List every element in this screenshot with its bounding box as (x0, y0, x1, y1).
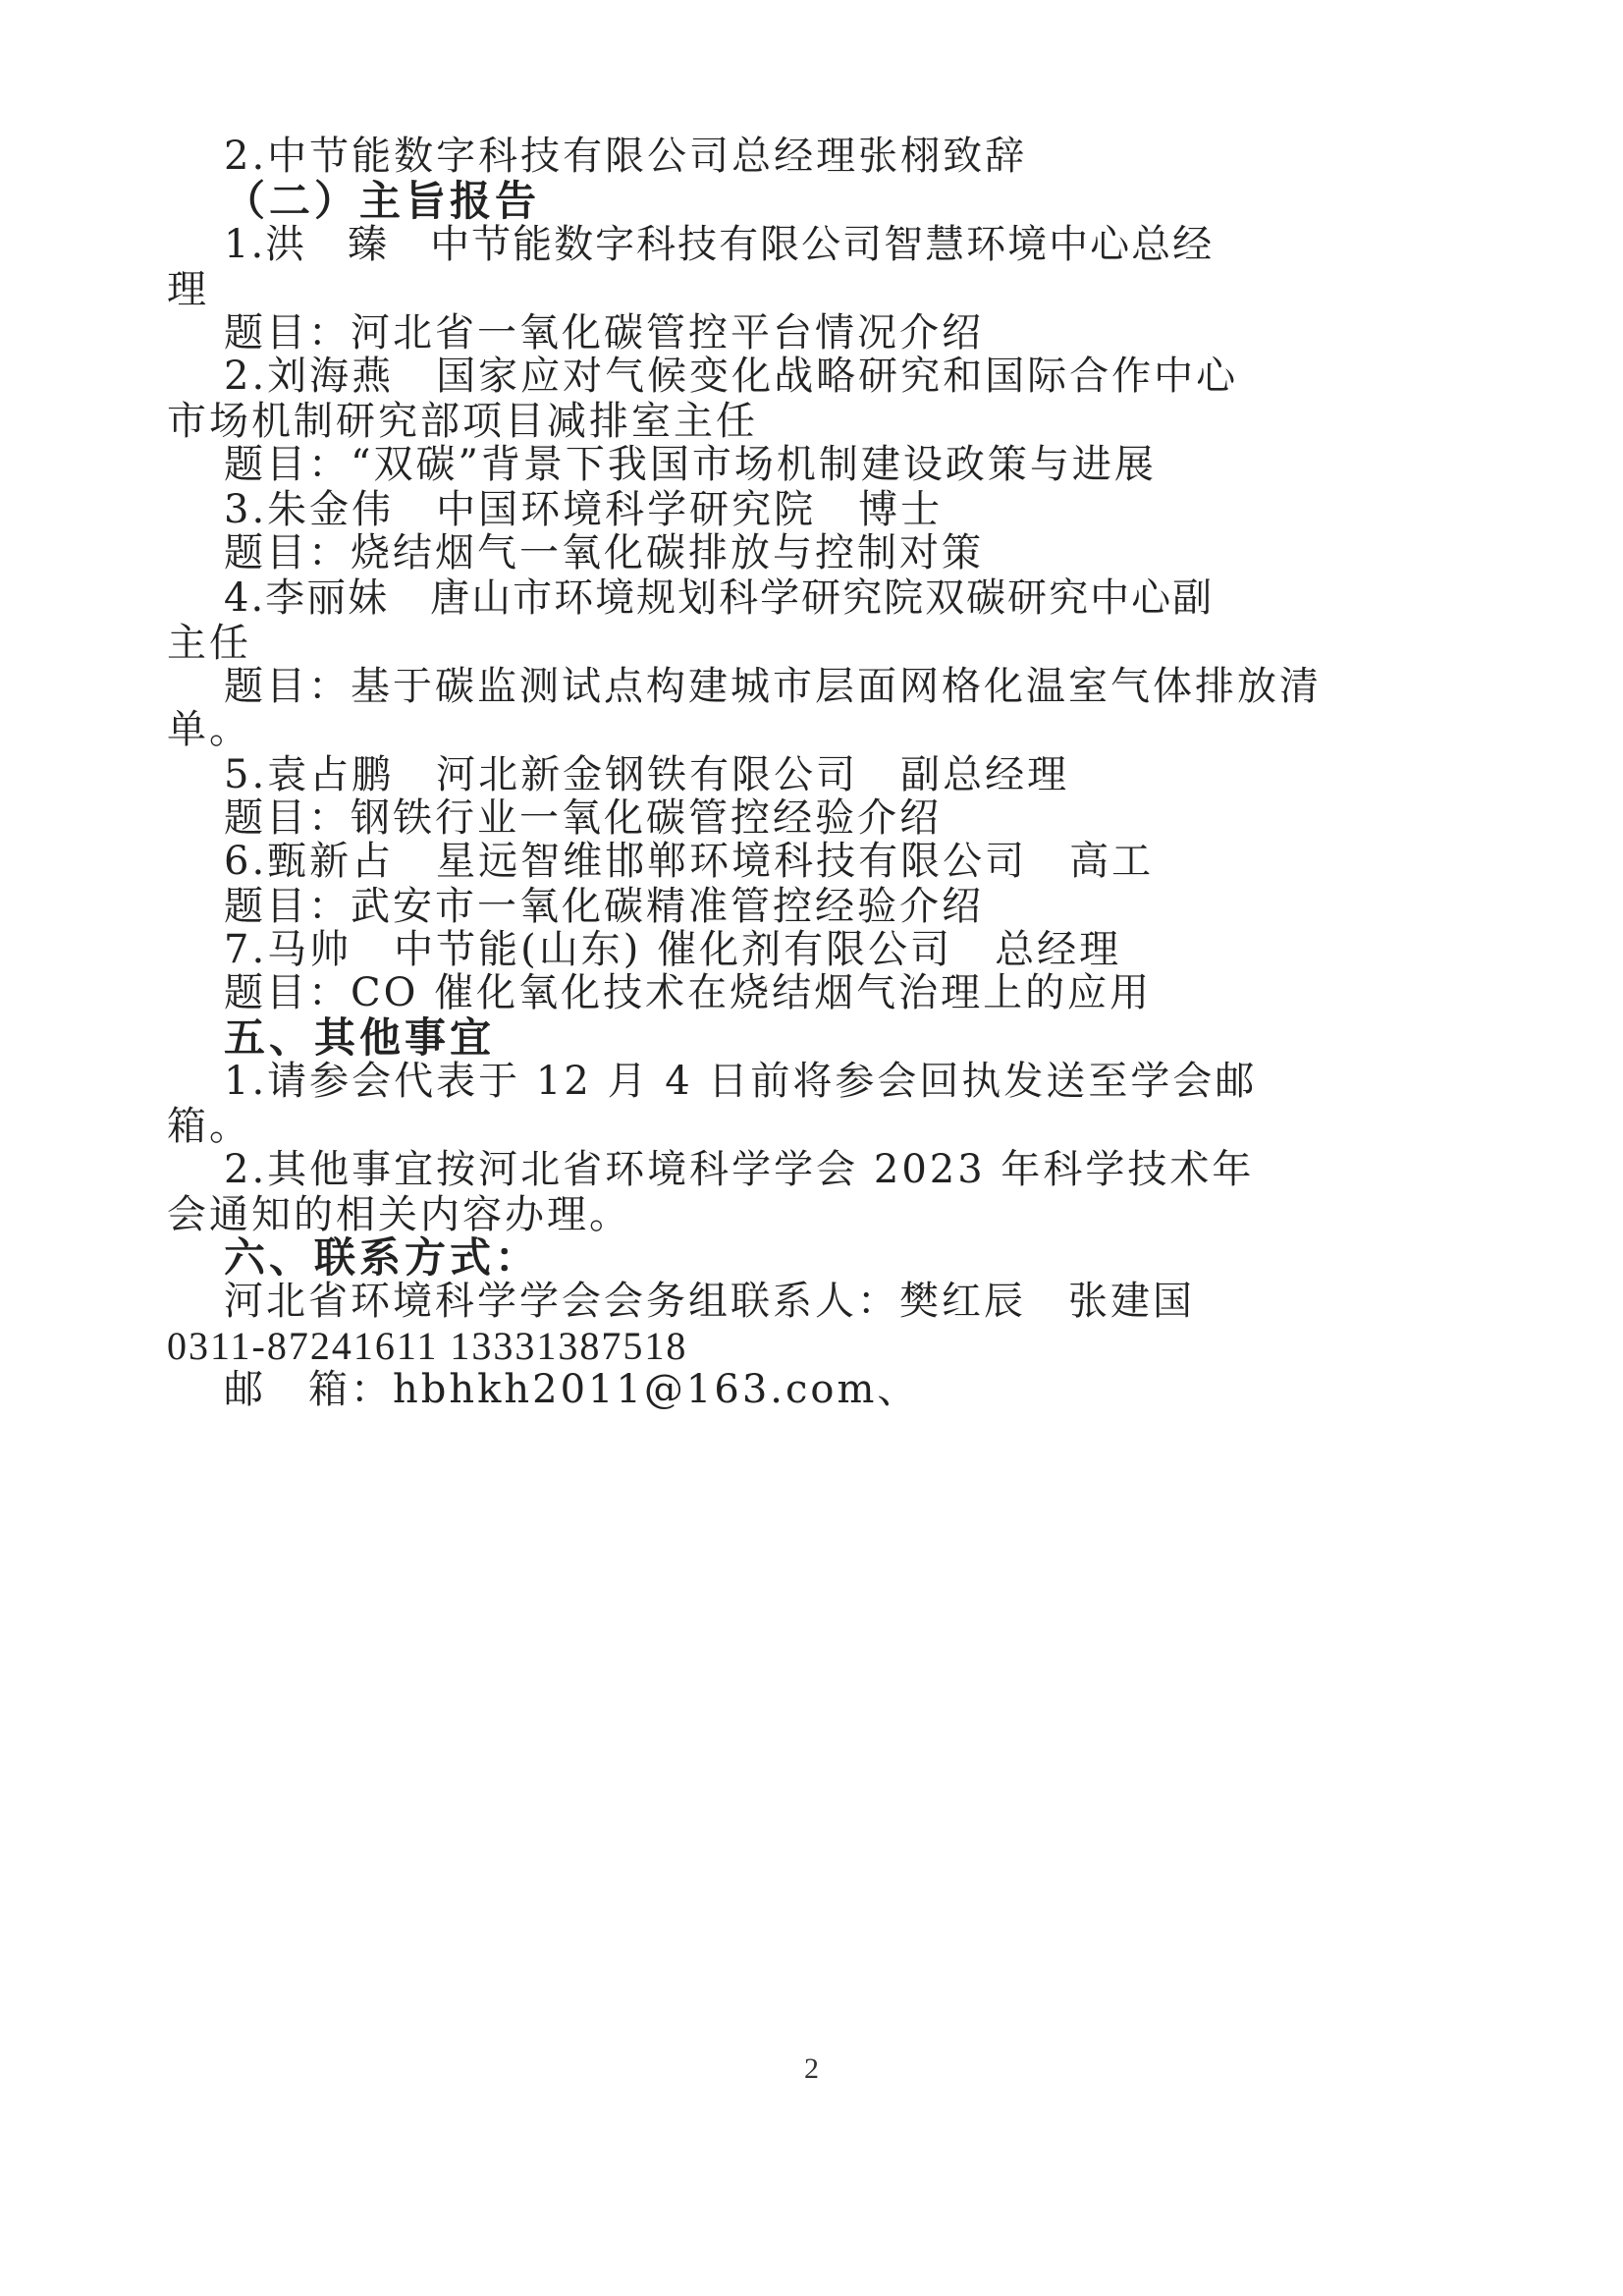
page-number: 2 (804, 2052, 819, 2085)
speaker-5-line: 5.袁占鹏 河北新金钢铁有限公司 副总经理 (224, 752, 1070, 797)
speaker-1-line (224, 220, 1215, 269)
other-matters-1-end: 箱。 (167, 1104, 251, 1149)
contact-phone: 0311-87241611 13331387518 (167, 1324, 688, 1368)
section-heading-contact: 六、联系方式： (224, 1233, 541, 1282)
speaker-4-title-end: 主任 (167, 621, 251, 666)
contact-email: 邮 箱：hbhkh2011@163.com、 (224, 1367, 920, 1412)
speaker-4-line (224, 574, 1215, 623)
speaker-4-topic-end: 单。 (167, 707, 251, 752)
speaker-1-title-end: 理 (167, 267, 209, 312)
speaker-1-topic: 题目：河北省一氧化碳管控平台情况介绍 (224, 310, 984, 355)
other-matters-2: 2.其他事宜按河北省环境科学学会 2023 年科学技术年 (224, 1147, 1255, 1192)
opening-speech-item: 2.中节能数字科技有限公司总经理张栩致辞 (224, 134, 1028, 179)
speaker-2-line: 2.刘海燕 国家应对气候变化战略研究和国际合作中心 (224, 354, 1239, 399)
speaker-5-topic: 题目：钢铁行业一氧化碳管控经验介绍 (224, 795, 942, 841)
speaker-3-topic: 题目：烧结烟气一氧化碳排放与控制对策 (224, 530, 984, 575)
speaker-4-title-start: 副 (1172, 575, 1215, 621)
speaker-6-line: 6.甄新占 星远智维邯郸环境科技有限公司 高工 (224, 839, 1155, 884)
other-matters-2-end: 会通知的相关内容办理。 (167, 1192, 631, 1237)
speaker-7-topic: 题目：CO 催化氧化技术在烧结烟气治理上的应用 (224, 970, 1153, 1015)
speaker-1-title-start: 总经 (1131, 222, 1215, 267)
speaker-4-text: 4.李丽妹 唐山市环境规划科学研究院双碳研究中心 (224, 575, 1173, 621)
speaker-4-topic: 题目：基于碳监测试点构建城市层面网格化温室气体排放清 (224, 664, 1322, 709)
speaker-2-topic: 题目：“双碳”背景下我国市场机制建设政策与进展 (224, 442, 1157, 487)
other-matters-1: 1.请参会代表于 12 月 4 日前将参会回执发送至学会邮 (224, 1059, 1258, 1104)
section-heading-keynote: （二）主旨报告 (224, 177, 541, 225)
contact-persons: 河北省环境科学学会会务组联系人：樊红辰 张建国 (224, 1279, 1195, 1324)
speaker-3-line: 3.朱金伟 中国环境科学研究院 博士 (224, 487, 944, 532)
speaker-1-text: 1.洪 臻 中节能数字科技有限公司智慧环境中心 (224, 222, 1132, 267)
speaker-7-line: 7.马帅 中节能(山东) 催化剂有限公司 总经理 (224, 927, 1122, 972)
speaker-6-topic: 题目：武安市一氧化碳精准管控经验介绍 (224, 884, 984, 929)
section-heading-other-matters: 五、其他事宜 (224, 1013, 496, 1062)
speaker-2-title: 市场机制研究部项目减排室主任 (167, 399, 758, 444)
